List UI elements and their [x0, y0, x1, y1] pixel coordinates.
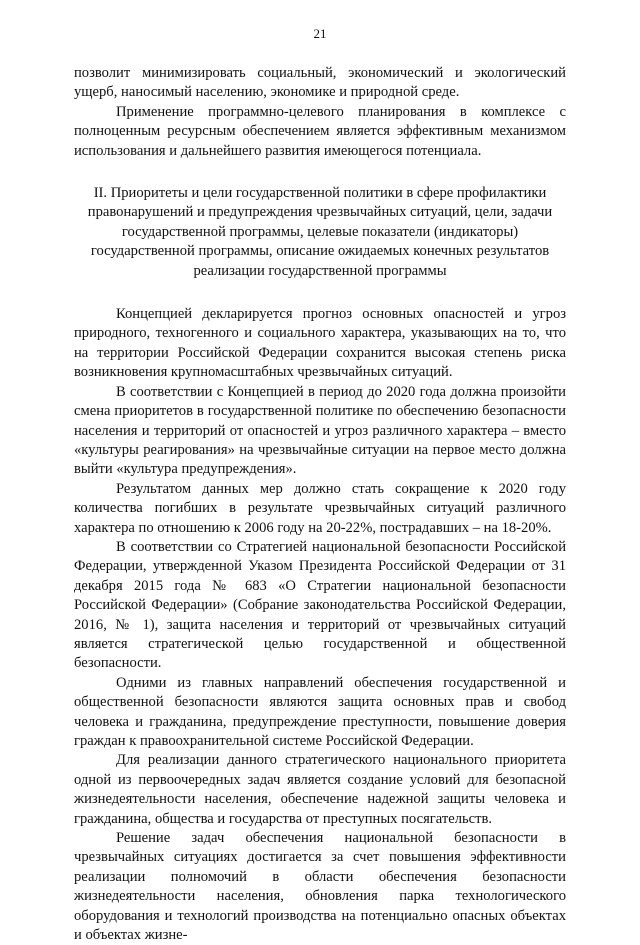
page-content: [74, 64, 566, 945]
body-paragraph-7: Решение задач обеспечения национальной безопасности в чрезвычайных ситуациях достигается за счет повышения эффективности реализации полномочий в области обеспечения безопасности жизнедеятельности населения, обновления парка технологического оборудования и технологий производства на потенциально опасных объектах и объектах жизне-: [74, 830, 566, 944]
body-paragraph-1: Концепцией декларируется прогноз основных опасностей и угроз природного, техногенного и социального характера, указывающих на то, что на территории Российской Федерации сохранится высокая степень риска возникновения крупномасштабных чрезвычайных ситуаций.: [74, 306, 566, 381]
body-paragraph-5: Одними из главных направлений обеспечения государственной и общественной безопасности являются защита основных прав и свобод человека и гражданина, предупреждение преступности, повышение доверия граждан к правоохранительной системе Российской Федерации.: [74, 674, 566, 749]
section-heading: II. Приоритеты и цели государственной политики в сфере профилактики правонарушений и предупреждения чрезвычайных ситуаций, цели, задачи государственной программы, целевые показатели (индикаторы) государственной программы, описание ожидаемых конечных результатов реализации государственной программы: [87, 185, 553, 279]
body-paragraph-4: В соответствии со Стратегией национальной безопасности Российской Федерации, утвержденной Указом Президента Российской Федерации от 31 декабря 2015 года № 683 «О Стратегии национальной безопасности Российской Федерации» (Собрание законодательства Российской Федерации, 2016, № 1), защита населения и территорий от чрезвычайных ситуаций является стратегической целью государственной и общественной безопасности.: [74, 538, 566, 672]
body-paragraph-6: Для реализации данного стратегического национального приоритета одной из первоочередных задач является создание условий для безопасной жизнедеятельности населения, обеспечение надежной защиты человека и гражданина, общества и государства от преступных посягательств.: [74, 752, 566, 827]
intro-paragraph-1: позволит минимизировать социальный, экономический и экологический ущерб, наносимый населению, экономике и природной среде.: [74, 65, 566, 101]
page-number: 21: [313, 26, 327, 41]
body-paragraph-2: В соответствии с Концепцией в период до 2020 года должна произойти смена приоритетов в государственной политике по обеспечению безопасности населения и территорий от опасностей и угроз различного характера – вместо «культуры реагирования» на чрезвычайные ситуации на первое место должна выйти «культура предупреждения».: [74, 383, 566, 478]
intro-paragraph-2: Применение программно-целевого планирования в комплексе с полноценным ресурсным обеспечением является эффективным механизмом использования и дальнейшего развития имеющегося потенциала.: [74, 103, 566, 159]
body-paragraph-3: Результатом данных мер должно стать сокращение к 2020 году количества погибших в результате чрезвычайных ситуаций различного характера по отношению к 2006 году на 20-22%, пострадавших – на 18-20%.: [74, 480, 566, 536]
